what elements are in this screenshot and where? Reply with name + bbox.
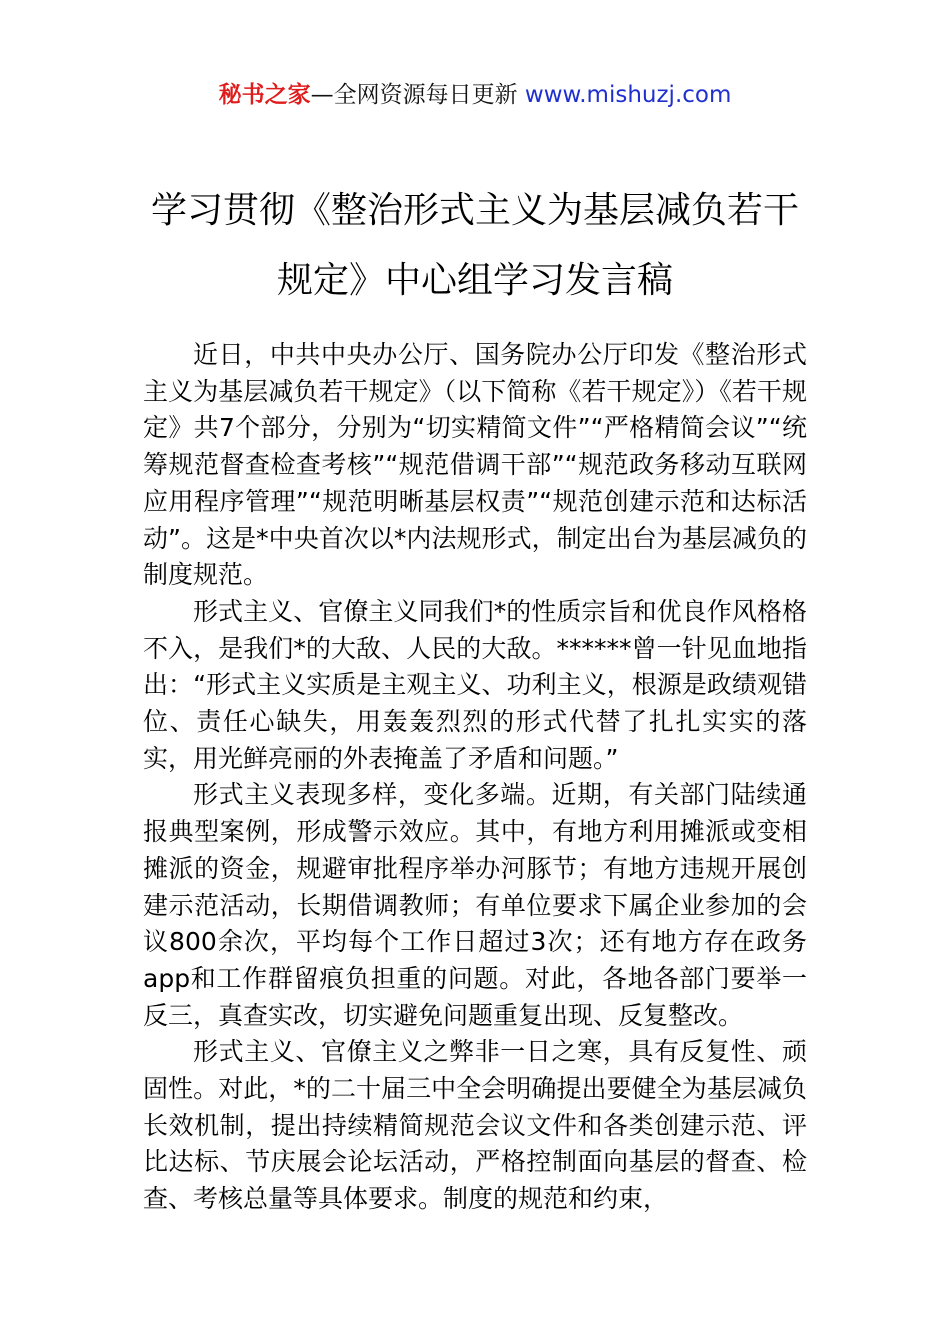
- header-tagline: —全网资源每日更新: [310, 82, 518, 108]
- document-title: [100, 176, 850, 316]
- title-line-2: 规定》中心组学习发言稿: [276, 260, 673, 301]
- body-paragraph: 形式主义、官僚主义同我们*的性质宗旨和优良作风格格不入，是我们*的大敌、人民的大敌。******曾一针见血地指出：“形式主义实质是主观主义、功利主义，根源是政绩观错位、责任心缺失，用轰轰烈烈的形式代替了扎扎实实的落实，用光鲜亮丽的外表掩盖了矛盾和问题。”: [143, 596, 807, 773]
- body-paragraph: 形式主义表现多样，变化多端。近期，有关部门陆续通报典型案例，形成警示效应。其中，有地方利用摊派或变相摊派的资金，规避审批程序举办河豚节；有地方违规开展创建示范活动，长期借调教师；有单位要求下属企业参加的会议800余次，平均每个工作日超过3次；还有地方存在政务app和工作群留痕负担重的问题。对此，各地各部门要举一反三，真查实改，切实避免问题重复出现、反复整改。: [143, 780, 807, 1030]
- site-header: [0, 78, 950, 112]
- brand-name: 秘书之家: [218, 82, 311, 108]
- site-url-link[interactable]: www.mishuzj.com: [524, 82, 732, 108]
- body-paragraph: 近日，中共中央办公厅、国务院办公厅印发《整治形式主义为基层减负若干规定》（以下简称《若干规定》）《若干规定》共7个部分，分别为“切实精简文件”“严格精简会议”“统筹规范督查检查考核”“规范借调干部”“规范政务移动互联网应用程序管理”“规范明晰基层权责”“规范创建示范和达标活动”。这是*中央首次以*内法规形式，制定出台为基层减负的制度规范。: [143, 340, 807, 590]
- title-line-1: 学习贯彻《整治形式主义为基层减负若干: [150, 190, 799, 231]
- body-paragraph: 形式主义、官僚主义之弊非一日之寒，具有反复性、顽固性。对此，*的二十届三中全会明确提出要健全为基层减负长效机制，提出持续精简规范会议文件和各类创建示范、评比达标、节庆展会论坛活动，严格控制面向基层的督查、检查、考核总量等具体要求。制度的规范和约束，: [143, 1037, 807, 1214]
- document-body: [143, 337, 807, 1218]
